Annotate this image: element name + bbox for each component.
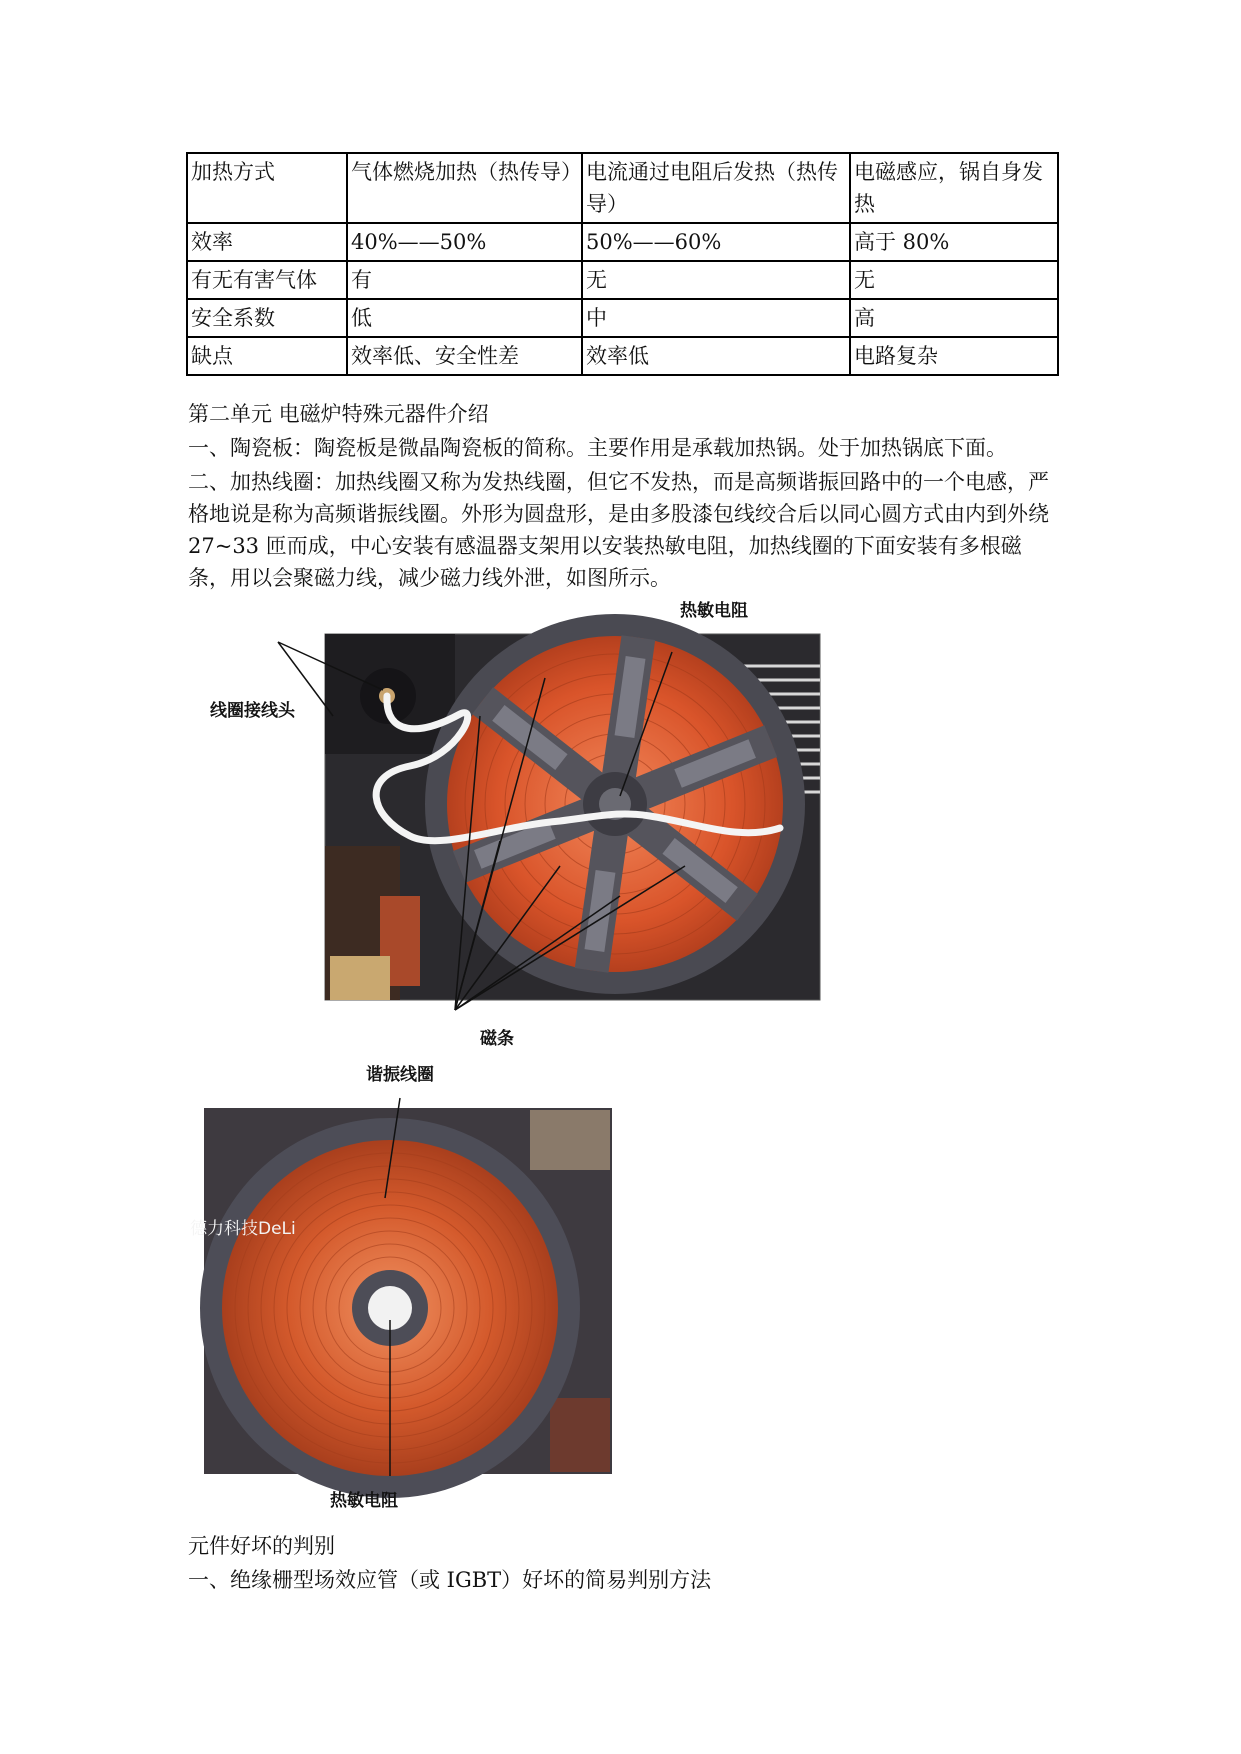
paragraph-heating-coil: 二、加热线圈：加热线圈又称为发热线圈，但它不发热，而是高频谐振回路中的一个电感，严格地说是称为高频谐振线圈。外形为圆盘形，是由多股漆包线绞合后以同心圆方式由内到外绕 27~33 匝而成，中心安装有感温器支架用以安装热敏电阻，加热线圈的下面安装有多根磁条，用以会聚磁力线，减少磁力线外泄，如图所示。 [188, 470, 1049, 590]
figure-resonant-coil [190, 1058, 620, 1512]
table-cell: 电磁感应，锅自身发热 [850, 153, 1058, 223]
table-cell: 效率 [187, 223, 347, 261]
paragraph-ceramic-plate: 一、陶瓷板：陶瓷板是微晶陶瓷板的简称。主要作用是承载加热锅。处于加热锅底下面。 [188, 436, 1007, 460]
table-cell: 无 [850, 261, 1058, 299]
table-cell: 50%——60% [582, 223, 850, 261]
section-title: 第二单元 电磁炉特殊元器件介绍 [188, 402, 489, 426]
heading-component-judgment: 元件好坏的判别 [188, 1534, 335, 1558]
label-magnet-bars: 磁条 [480, 1029, 514, 1049]
table-cell: 安全系数 [187, 299, 347, 337]
table-row [187, 299, 1058, 337]
table-body [187, 153, 1058, 375]
table-cell: 40%——50% [347, 223, 582, 261]
table-row [187, 223, 1058, 261]
table-cell: 低 [347, 299, 582, 337]
watermark-text: 德力科技DeLi [190, 1219, 296, 1239]
resonant-coil-illustration [200, 1058, 620, 1512]
table-cell: 电路复杂 [850, 337, 1058, 375]
label-coil-terminal: 线圈接线头 [210, 701, 295, 721]
table-cell: 效率低、安全性差 [347, 337, 582, 375]
label-resonant-coil: 谐振线圈 [366, 1065, 434, 1085]
table-cell: 中 [582, 299, 850, 337]
table-cell: 无 [582, 261, 850, 299]
table-cell: 电流通过电阻后发热（热传导） [582, 153, 850, 223]
table-row [187, 261, 1058, 299]
table-cell: 高 [850, 299, 1058, 337]
item-igbt-test: 一、绝缘栅型场效应管（或 IGBT）好坏的简易判别方法 [188, 1568, 712, 1592]
table-cell: 加热方式 [187, 153, 347, 223]
table-cell: 效率低 [582, 337, 850, 375]
heating-comparison-table [186, 152, 1059, 376]
table-row [187, 337, 1058, 375]
table-cell: 有无有害气体 [187, 261, 347, 299]
label-thermistor-fig2: 热敏电阻 [330, 1491, 398, 1511]
figure-coil-with-magnet-bars [180, 596, 840, 1050]
table-row [187, 153, 1058, 223]
coil-photo-illustration [180, 596, 840, 1050]
table-cell: 高于 80% [850, 223, 1058, 261]
table-cell: 有 [347, 261, 582, 299]
table-cell: 缺点 [187, 337, 347, 375]
label-thermistor-fig1: 热敏电阻 [680, 601, 748, 621]
table-cell: 气体燃烧加热（热传导） [347, 153, 582, 223]
